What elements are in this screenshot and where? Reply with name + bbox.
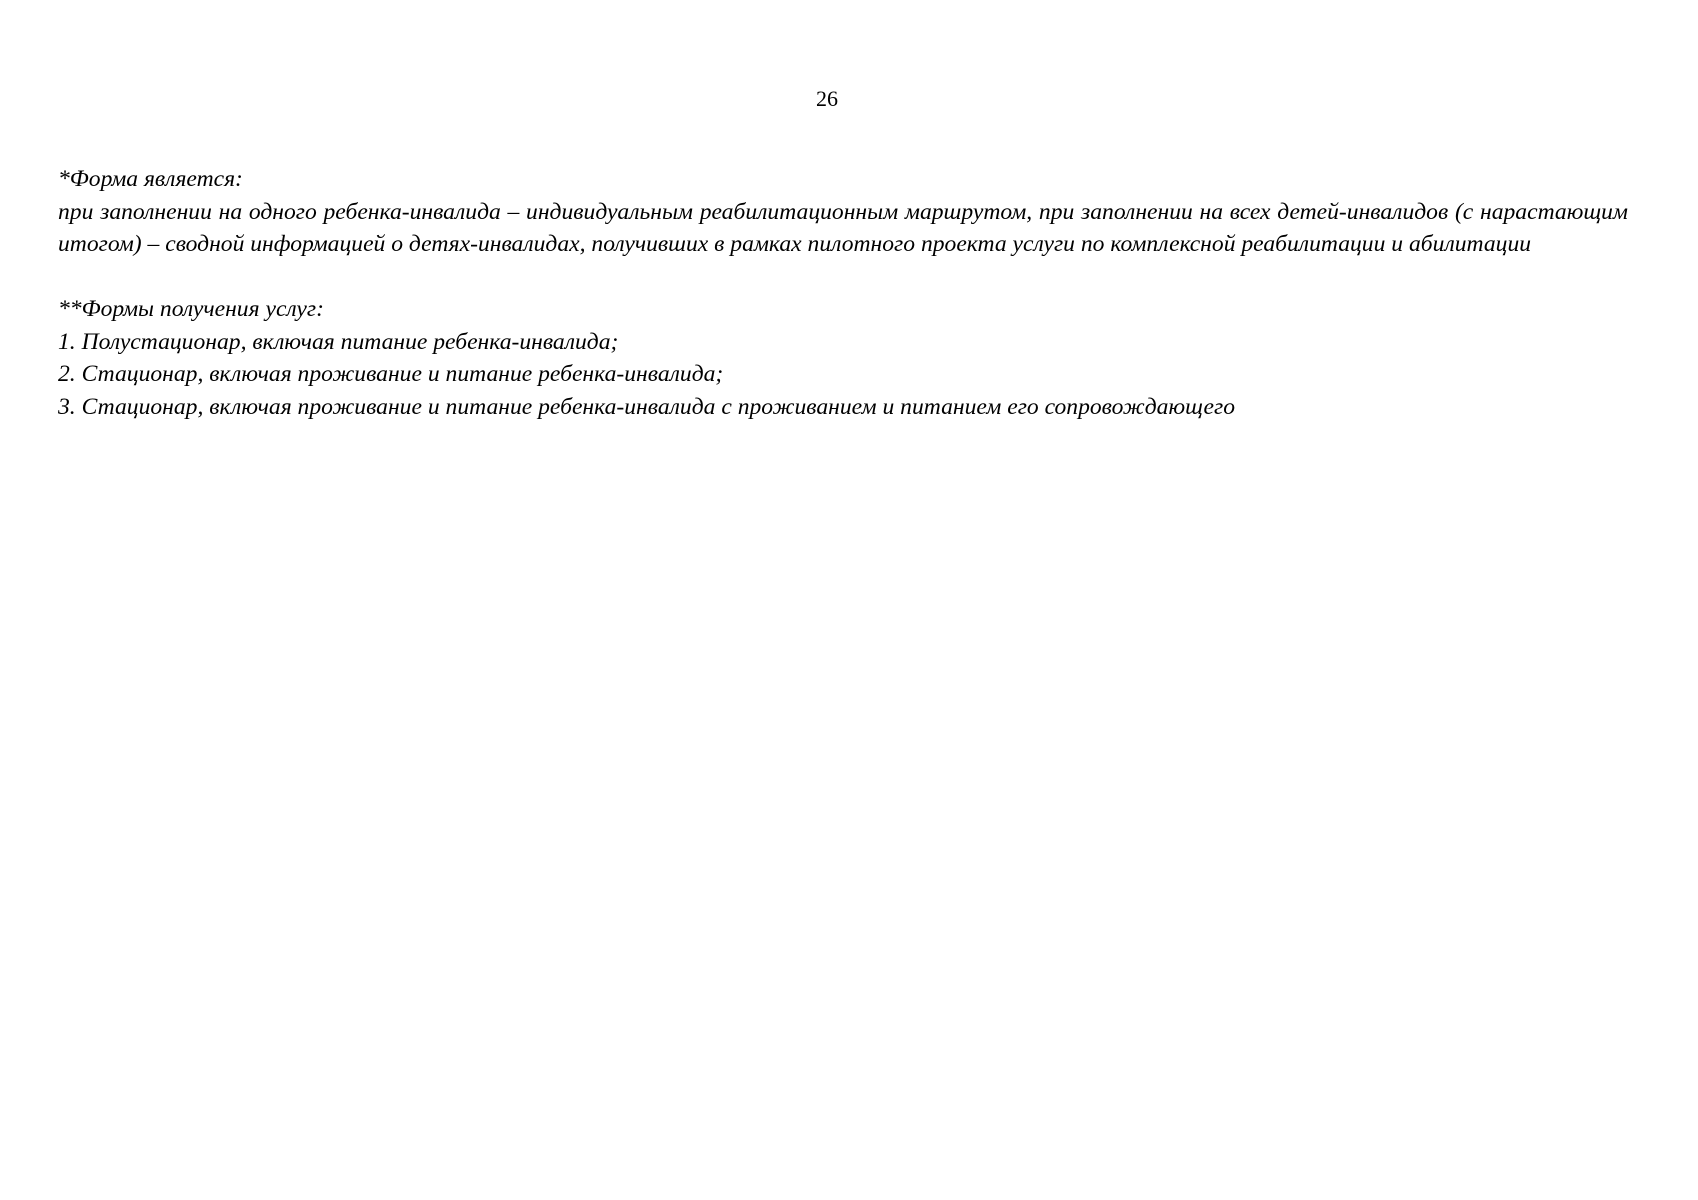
service-forms-list [58,326,1628,424]
service-form-item: 2. Стационар, включая проживание и питание ребенка-инвалида; [58,361,724,387]
service-forms-heading: **Формы получения услуг: [58,296,324,322]
form-note-body: при заполнении на одного ребенка-инвалида – индивидуальным реабилитационным маршрутом, при заполнении на всех детей-инвалидов (с нарастающим итогом) – сводной информацией о детях-инвалидах, получивших в рамках пилотного проекта услуги по комплексной реабилитации и абилитации [58,198,1628,257]
page-number: 26 [816,86,838,111]
service-form-item: 1. Полустационар, включая питание ребенка-инвалида; [58,328,619,355]
service-forms-note [58,293,1628,423]
service-form-item: 3. Стационар, включая проживание и питание ребенка-инвалида с проживанием и питанием его сопровождающего [58,393,1235,420]
form-note-heading: *Форма является: [58,166,243,192]
form-note [58,163,1628,261]
footnotes-section [58,163,1628,423]
